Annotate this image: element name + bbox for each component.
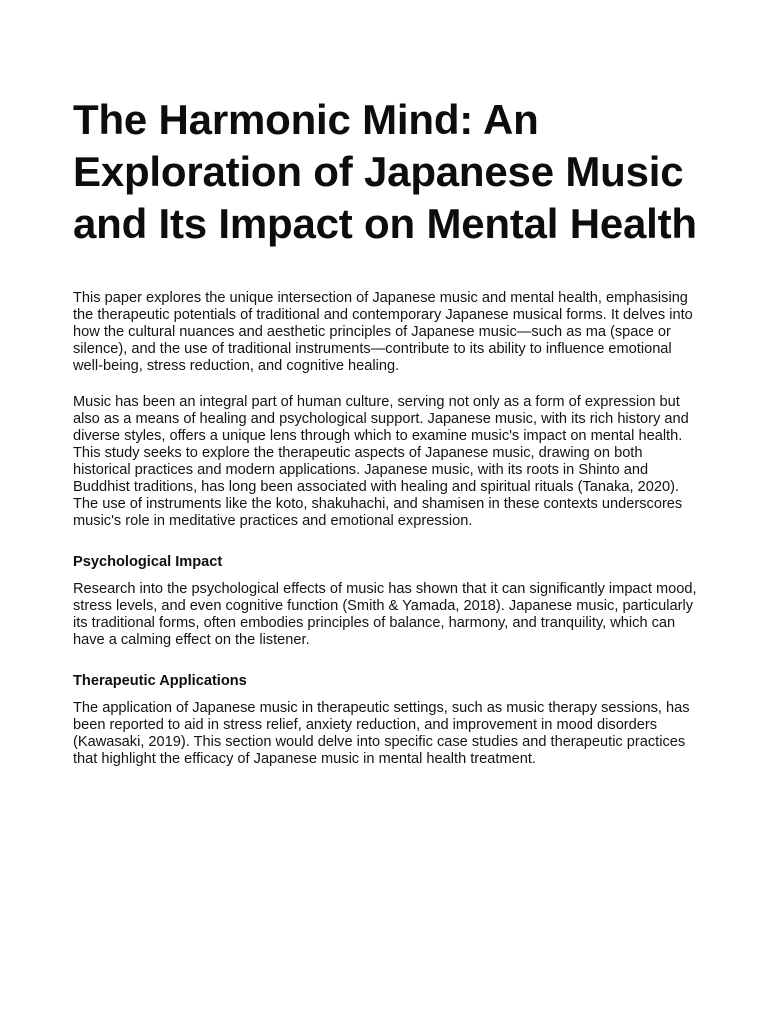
- intro-paragraph: Music has been an integral part of human culture, serving not only as a form of expression but also as a means of healing and psychological support. Japanese music, with its rich history and diverse styles, offers a unique lens through which to examine music's impact on mental health. This study seeks to explore the therapeutic aspects of Japanese music, drawing on both historical practices and modern applications. Japanese music, with its roots in Shinto and Buddhist traditions, has long been associated with healing and spiritual rituals (Tanaka, 2020). The use of instruments like the koto, shakuhachi, and shamisen in these contexts underscores music's role in meditative practices and emotional expression.: [73, 394, 689, 529]
- document-page: [73, 94, 703, 787]
- section-body-therapeutic-applications: The application of Japanese music in therapeutic settings, such as music therapy sessions, has been reported to aid in stress relief, anxiety reduction, and improvement in mood disorders (Kawasaki, 2019). This section would delve into specific case studies and therapeutic practices that highlight the efficacy of Japanese music in mental health treatment.: [73, 700, 690, 767]
- section-heading-therapeutic-applications: Therapeutic Applications: [73, 673, 247, 689]
- section-heading-psychological-impact: Psychological Impact: [73, 554, 223, 570]
- section-body-psychological-impact: Research into the psychological effects of music has shown that it can significantly impact mood, stress levels, and even cognitive function (Smith & Yamada, 2018). Japanese music, particularly its traditional forms, often embodies principles of balance, harmony, and tranquility, which can have a calming effect on the listener.: [73, 581, 697, 648]
- document-title: The Harmonic Mind: An Exploration of Japanese Music and Its Impact on Mental Health: [73, 96, 697, 247]
- abstract-paragraph: This paper explores the unique intersection of Japanese music and mental health, emphasising the therapeutic potentials of traditional and contemporary Japanese musical forms. It delves into how the cultural nuances and aesthetic principles of Japanese music—such as ma (space or silence), and the use of traditional instruments—contribute to its ability to influence emotional well-being, stress reduction, and cognitive healing.: [73, 290, 693, 374]
